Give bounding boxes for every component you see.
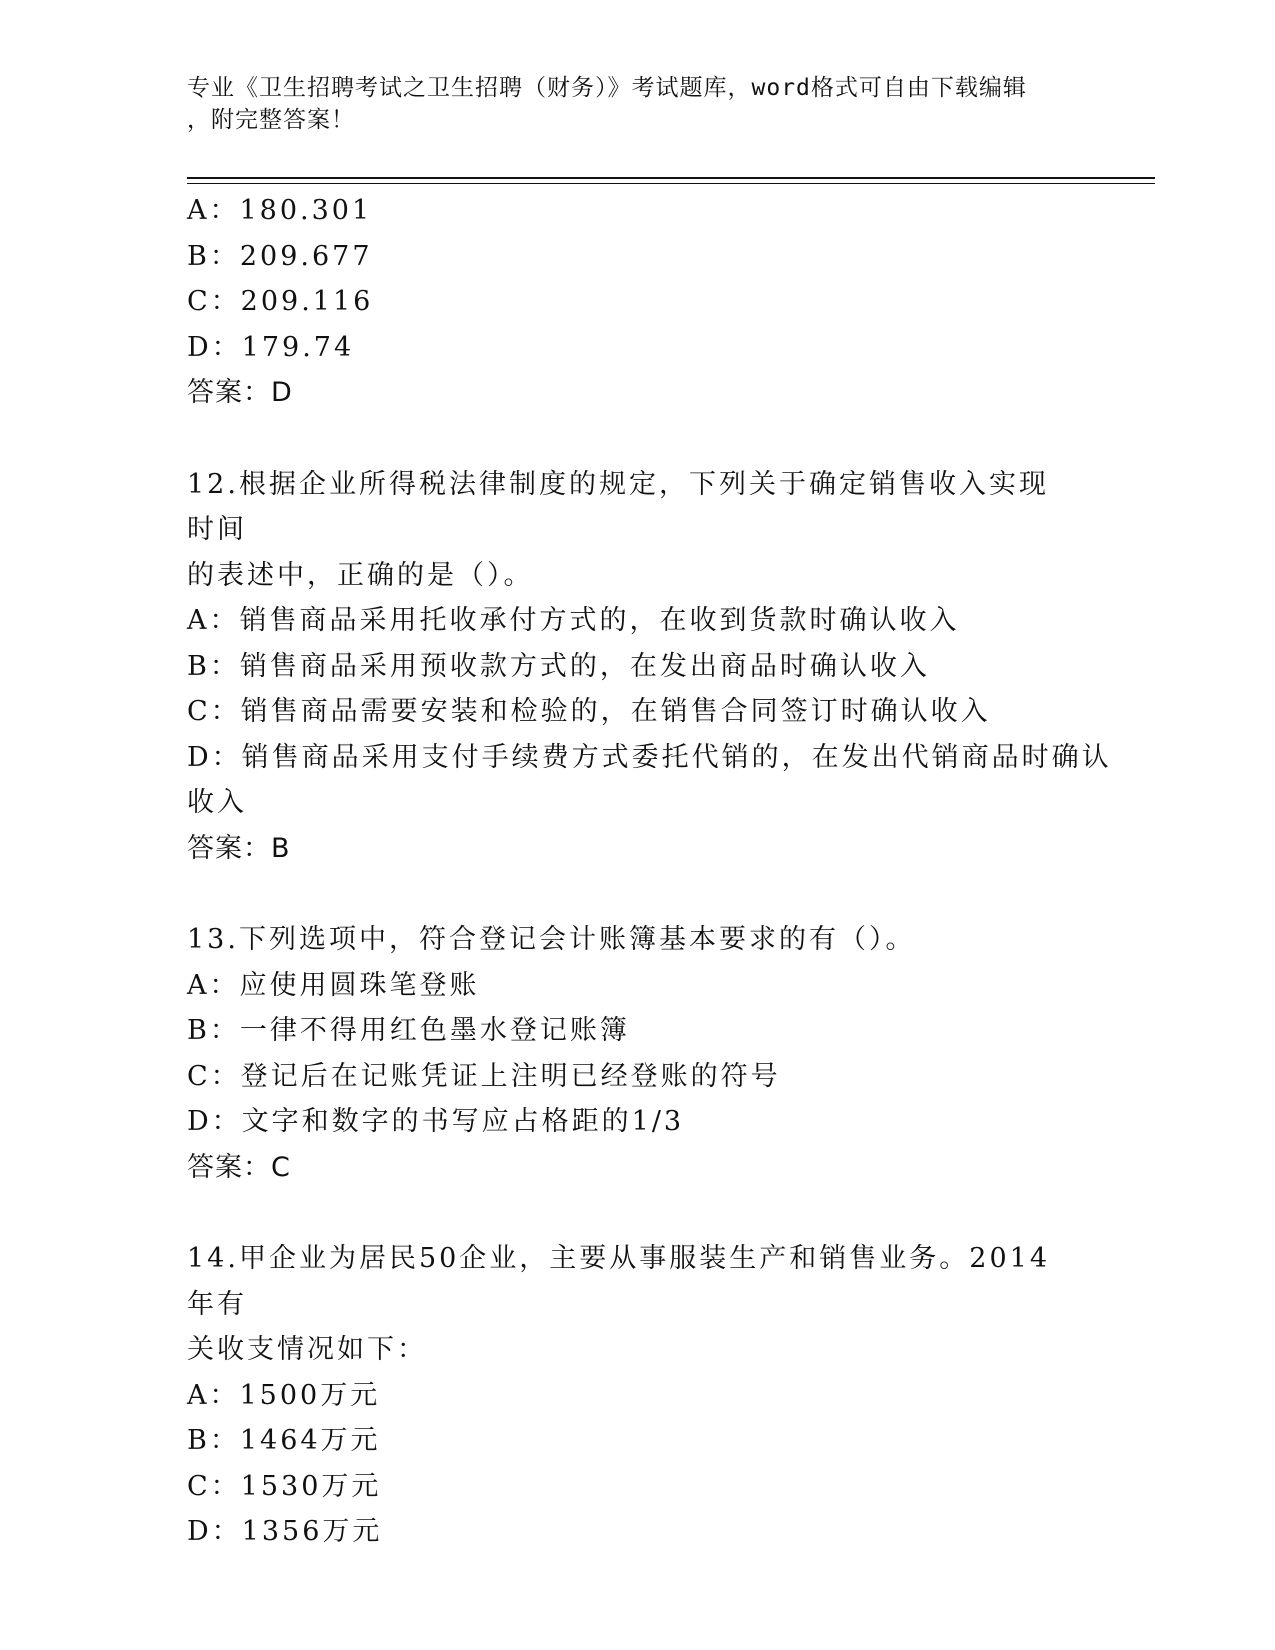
option-label: A： (187, 195, 240, 226)
option-label: D： (187, 1516, 242, 1547)
option-text: 1464万元 (239, 1425, 381, 1456)
answer: 答案：B (187, 832, 291, 864)
question-list (187, 188, 1112, 1555)
option-label: B： (187, 1015, 240, 1046)
answer: 答案：C (187, 1151, 291, 1183)
option-text: 180.301 (239, 195, 373, 226)
spacer (187, 416, 1087, 462)
option-c (187, 279, 1087, 325)
option-label: C： (187, 1470, 241, 1502)
header-divider-thin (187, 183, 1155, 184)
option-label: A： (187, 605, 240, 636)
question-stem (187, 917, 1067, 963)
option-a (187, 1373, 1087, 1419)
option-text: 销售商品采用托收承付方式的，在收到货款时确认收入 (239, 605, 960, 636)
option-b (187, 1418, 1087, 1464)
option-d (187, 1509, 1087, 1555)
option-text: 登记后在记账凭证上注明已经登账的符号 (240, 1060, 781, 1092)
option-b (187, 1008, 1087, 1054)
question-stem-line: 14.甲企业为居民50企业，主要从事服装生产和销售业务。2014年有 (187, 1243, 1051, 1320)
header-line: ，附完整答案！ (187, 107, 355, 133)
spacer (187, 1190, 1087, 1236)
option-d-continuation: 收入 (187, 787, 247, 818)
question-block-11 (187, 188, 1087, 416)
option-d (187, 1099, 1087, 1145)
option-label: D： (187, 741, 242, 773)
question-block-14 (187, 1236, 1087, 1555)
option-b (187, 234, 1087, 280)
question-stem (187, 462, 1067, 599)
question-block-13 (187, 917, 1087, 1190)
option-d (187, 735, 1112, 781)
option-text: 179.74 (241, 331, 355, 363)
header-line: 专业《卫生招聘考试之卫生招聘（财务）》考试题库，word格式可自由下载编辑 (187, 75, 1027, 101)
option-d (187, 325, 1087, 371)
option-text: 209.116 (240, 286, 374, 317)
option-text: 应使用圆珠笔登账 (239, 969, 480, 1001)
answer: 答案：D (187, 377, 293, 408)
option-text: 销售商品采用预收款方式的，在发出商品时确认收入 (239, 650, 930, 682)
option-c (187, 1464, 1087, 1510)
option-a (187, 188, 1087, 234)
option-text: 销售商品需要安装和检验的，在销售合同签订时确认收入 (240, 696, 991, 727)
header-divider (187, 177, 1155, 179)
option-label: B： (187, 240, 240, 272)
option-a (187, 598, 1087, 644)
option-label: C： (187, 1060, 241, 1092)
question-stem-line: 关收支情况如下： (187, 1334, 427, 1365)
option-text: 1530万元 (240, 1470, 382, 1502)
document-header (187, 72, 1067, 136)
option-label: D： (187, 331, 242, 363)
option-text: 文字和数字的书写应占格距的1/3 (241, 1106, 685, 1137)
question-stem (187, 1236, 1067, 1373)
option-label: C： (187, 286, 241, 317)
option-b (187, 644, 1087, 690)
option-c (187, 1054, 1087, 1100)
option-text: 1500万元 (239, 1379, 381, 1411)
option-label: C： (187, 696, 241, 727)
option-label: A： (187, 969, 240, 1001)
option-text: 1356万元 (241, 1516, 383, 1547)
option-label: B： (187, 650, 240, 682)
question-stem-line: 13.下列选项中，符合登记会计账簿基本要求的有（）。 (187, 924, 916, 955)
option-label: A： (187, 1379, 240, 1411)
option-text: 一律不得用红色墨水登记账簿 (239, 1015, 630, 1046)
question-stem-line: 的表述中，正确的是（）。 (187, 559, 534, 591)
option-label: B： (187, 1425, 240, 1456)
option-text: 销售商品采用支付手续费方式委托代销的，在发出代销商品时确认 (241, 741, 1112, 773)
option-a (187, 963, 1087, 1009)
option-label: D： (187, 1106, 242, 1137)
option-text: 209.677 (239, 240, 373, 272)
option-c (187, 689, 1087, 735)
question-block-12 (187, 462, 1112, 872)
spacer (187, 871, 1087, 917)
question-stem-line: 12.根据企业所得税法律制度的规定，下列关于确定销售收入实现时间 (187, 468, 1049, 545)
